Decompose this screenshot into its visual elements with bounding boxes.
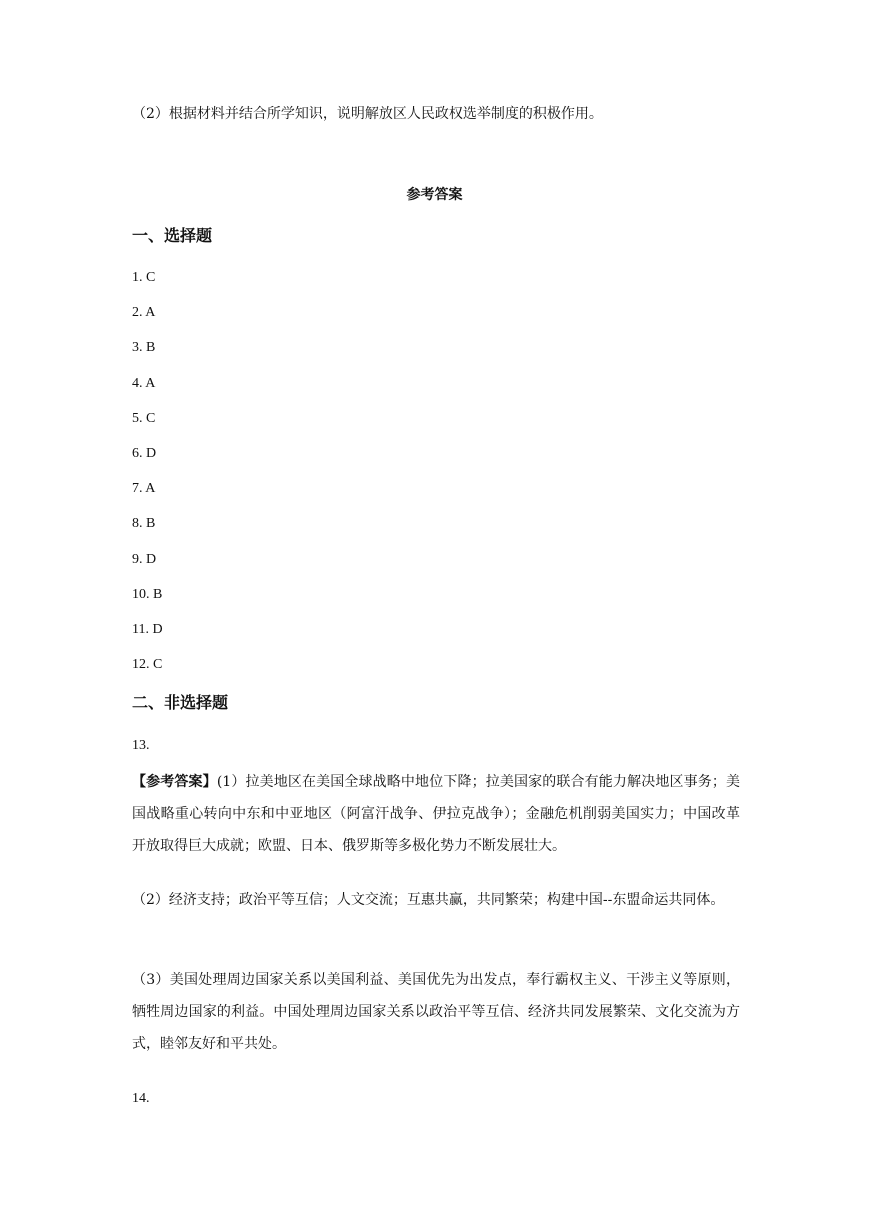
answer-item: 6. D [132,445,157,461]
question-13-answer-part-1 [132,766,740,862]
answer-item: 2. A [132,305,156,321]
answer-item: 8. B [132,516,156,532]
reference-answer-label: 【参考答案】 [132,774,217,790]
question-text: （2）根据材料并结合所学知识，说明解放区人民政权选举制度的积极作用。 [132,106,603,122]
answer-part-1-text: (1）拉美地区在美国全球战略中地位下降；拉美国家的联合有能力解决地区事务；美国战略重心转向中东和中亚地区（阿富汗战争、伊拉克战争）；金融危机削弱美国实力；中国改革开放取得巨大成就；欧盟、日本、俄罗斯等多极化势力不断发展壮大。 [132,774,741,854]
answer-item: 12. C [132,657,163,673]
answer-item: 1. C [132,270,156,285]
answer-item: 10. B [132,586,163,602]
section-heading-multiple-choice: 一、选择题 [132,226,213,245]
answer-item: 9. D [132,551,157,567]
question-13-answer-part-2: （2）经济支持；政治平等互信；人文交流；互惠共赢，共同繁荣；构建中国--东盟命运共同体。 [132,892,725,908]
answer-item: 3. B [132,340,156,356]
question-14-number: 14. [132,1091,150,1106]
question-13-answer-part-3: （3）美国处理周边国家关系以美国利益、美国优先为出发点，奉行霸权主义、干涉主义等原则，牺牲周边国家的利益。中国处理周边国家关系以政治平等互信、经济共同发展繁荣、文化交流为方式，睦邻友好和平共处。 [132,972,740,1052]
answer-item: 5. C [132,410,156,426]
section-heading-open-questions: 二、非选择题 [132,693,229,712]
answer-item: 7. A [132,481,156,497]
answer-key-title: 参考答案 [406,187,463,203]
answer-item: 11. D [132,621,163,637]
multiple-choice-answer-list [132,268,163,690]
answer-item: 4. A [132,375,156,391]
question-13-number: 13. [132,738,150,753]
